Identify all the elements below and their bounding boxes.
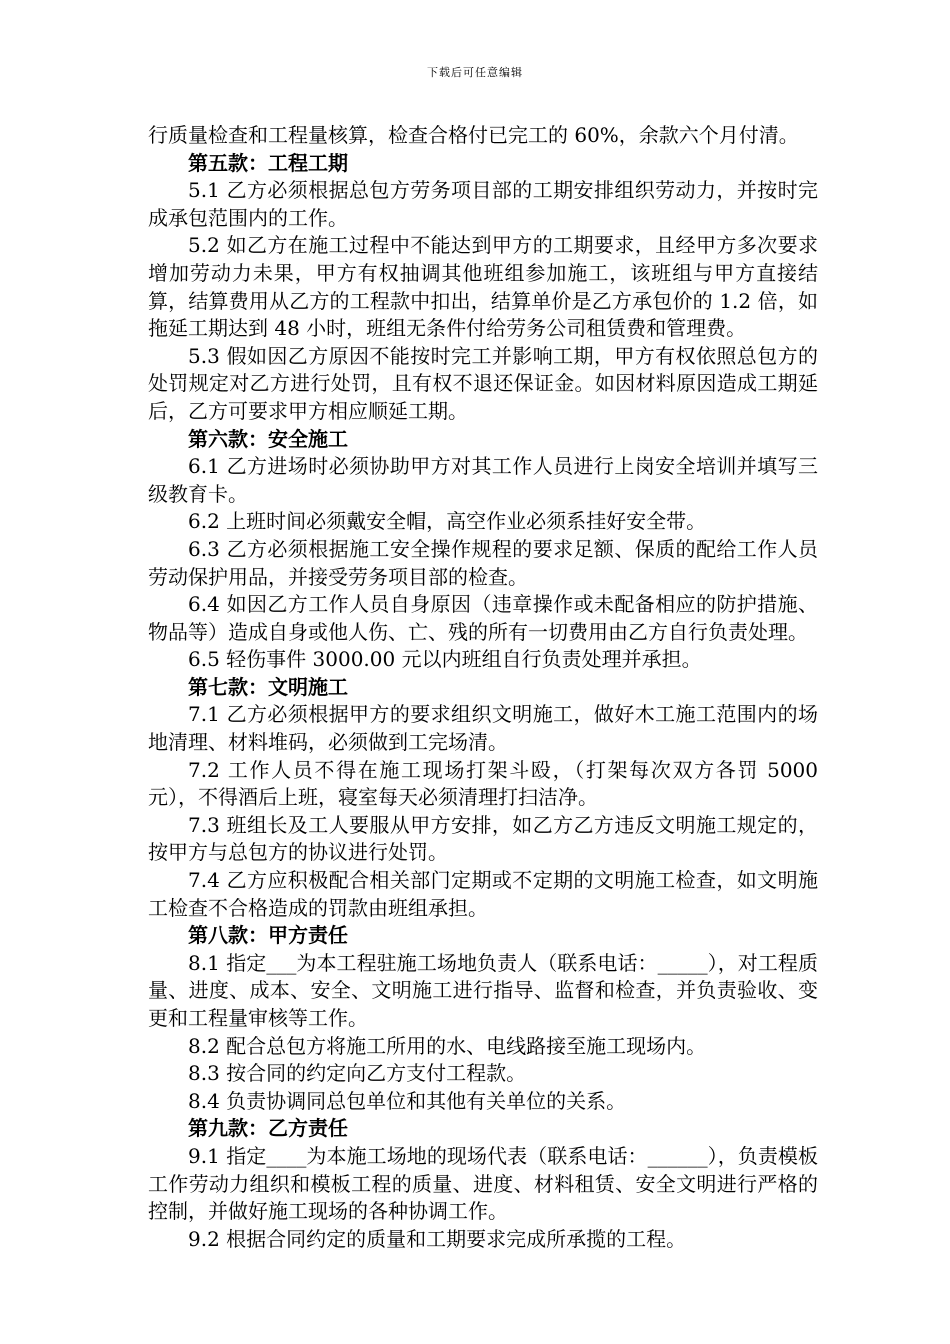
section-heading: 第五款：工程工期 (188, 150, 348, 175)
paragraph: 9.2 根据合同约定的质量和工期要求完成所承揽的工程。 (188, 1226, 687, 1251)
paragraph: 7.2 工作人员不得在施工现场打架斗殴，（打架每次双方各罚 5000 元），不得酒后上班，寝室每天必须清理打扫洁净。 (148, 757, 818, 810)
paragraph: 行质量检查和工程量核算，检查合格付已完工的 60%，余款六个月付清。 (148, 123, 799, 147)
paragraph: 8.2 配合总包方将施工所用的水、电线路接至施工现场内。 (188, 1033, 707, 1058)
paragraph: 5.3 假如因乙方原因不能按时完工并影响工期，甲方有权依照总包方的处罚规定对乙方进行处罚，且有权不退还保证金。如因材料原因造成工期延后，乙方可要求甲方相应顺延工期。 (148, 343, 818, 423)
page-header: 下载后可任意编辑 (427, 66, 523, 79)
section-heading: 第八款：甲方责任 (188, 923, 348, 948)
section-heading: 第九款：乙方责任 (188, 1116, 348, 1141)
document-body (148, 122, 818, 1253)
section-heading: 第六款：安全施工 (188, 426, 348, 451)
paragraph: 7.3 班组长及工人要服从甲方安排，如乙方乙方违反文明施工规定的，按甲方与总包方的协议进行处罚。 (148, 812, 818, 865)
paragraph: 6.1 乙方进场时必须协助甲方对其工作人员进行上岗安全培训并填写三级教育卡。 (148, 454, 818, 506)
paragraph: 7.4 乙方应积极配合相关部门定期或不定期的文明施工检查，如文明施工检查不合格造成的罚款由班组承担。 (148, 868, 818, 920)
paragraph: 8.1 指定___为本工程驻施工场地负责人（联系电话：_____），对工程质量、进度、成本、安全、文明施工进行指导、监督和检查，并负责验收、变更和工程量审核等工作。 (148, 950, 818, 1030)
paragraph: 8.3 按合同的约定向乙方支付工程款。 (188, 1061, 527, 1086)
section-heading: 第七款：文明施工 (188, 674, 348, 699)
paragraph: 6.2 上班时间必须戴安全帽，高空作业必须系挂好安全带。 (188, 509, 707, 534)
paragraph: 8.4 负责协调同总包单位和其他有关单位的关系。 (188, 1088, 627, 1113)
paragraph: 5.1 乙方必须根据总包方劳务项目部的工期安排组织劳动力，并按时完成承包范围内的工作。 (148, 178, 818, 230)
paragraph: 6.4 如因乙方工作人员自身原因（违章操作或未配备相应的防护措施、物品等）造成自身或他人伤、亡、残的所有一切费用由乙方自行负责处理。 (148, 592, 818, 644)
paragraph: 9.1 指定____为本施工场地的现场代表（联系电话：______），负责模板工作劳动力组织和模板工程的质量、进度、材料租赁、安全文明进行严格的控制，并做好施工现场的各种协调工作。 (148, 1143, 818, 1224)
paragraph: 5.2 如乙方在施工过程中不能达到甲方的工期要求，且经甲方多次要求增加劳动力未果，甲方有权抽调其他班组参加施工，该班组与甲方直接结算，结算费用从乙方的工程款中扣出，结算单价是乙方承包价的 1.2 倍，如拖延工期达到 48 小时，班组无条件付给劳务公司租赁费和管理费。 (148, 233, 818, 341)
paragraph: 6.3 乙方必须根据施工安全操作规程的要求足额、保质的配给工作人员劳动保护用品，并接受劳务项目部的检查。 (148, 536, 818, 589)
paragraph: 7.1 乙方必须根据甲方的要求组织文明施工，做好木工施工范围内的场地清理、材料堆码，必须做到工完场清。 (148, 702, 818, 755)
paragraph: 6.5 轻伤事件 3000.00 元以内班组自行负责处理并承担。 (188, 647, 702, 672)
